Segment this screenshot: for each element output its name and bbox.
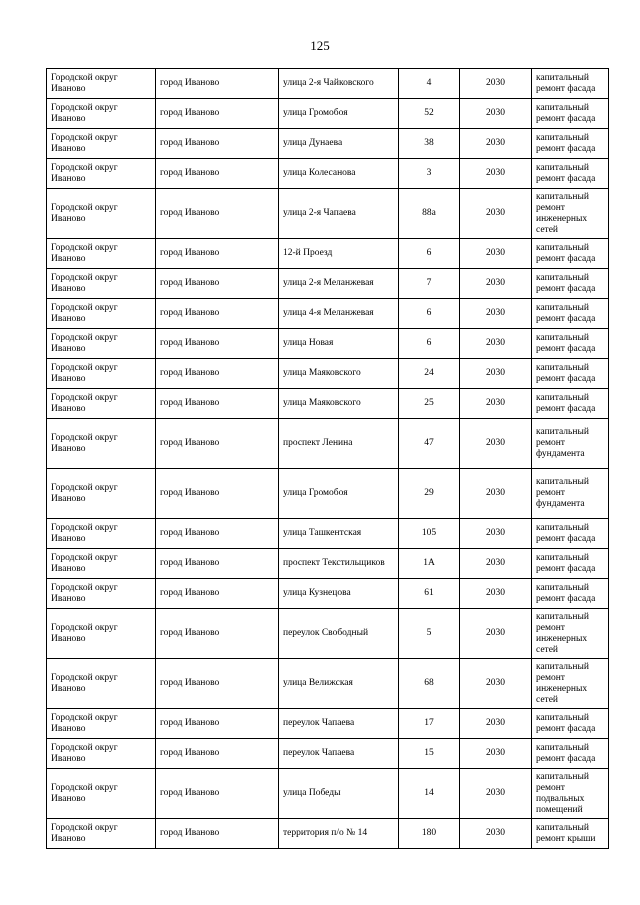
municipality-cell: Городской округ Иваново bbox=[47, 299, 156, 329]
city-cell: город Иваново bbox=[156, 189, 279, 239]
house-number-cell: 6 bbox=[399, 299, 460, 329]
municipality-cell: Городской округ Иваново bbox=[47, 579, 156, 609]
year-cell: 2030 bbox=[460, 189, 532, 239]
year-cell: 2030 bbox=[460, 659, 532, 709]
municipality-cell: Городской округ Иваново bbox=[47, 239, 156, 269]
year-cell: 2030 bbox=[460, 159, 532, 189]
street-cell: переулок Чапаева bbox=[279, 739, 399, 769]
municipality-cell: Городской округ Иваново bbox=[47, 129, 156, 159]
street-cell: переулок Свободный bbox=[279, 609, 399, 659]
city-cell: город Иваново bbox=[156, 99, 279, 129]
work-type-cell: капитальный ремонт фасада bbox=[532, 359, 609, 389]
work-type-cell: капитальный ремонт инженерных сетей bbox=[532, 659, 609, 709]
repair-schedule-table bbox=[46, 68, 609, 849]
municipality-cell: Городской округ Иваново bbox=[47, 99, 156, 129]
work-type-cell: капитальный ремонт фасада bbox=[532, 269, 609, 299]
work-type-cell: капитальный ремонт фасада bbox=[532, 299, 609, 329]
street-cell: улица Громобоя bbox=[279, 469, 399, 519]
work-type-cell: капитальный ремонт подвальных помещений bbox=[532, 769, 609, 819]
work-type-cell: капитальный ремонт фундамента bbox=[532, 419, 609, 469]
table-row bbox=[47, 269, 609, 299]
year-cell: 2030 bbox=[460, 769, 532, 819]
table-body bbox=[47, 69, 609, 849]
table-row bbox=[47, 739, 609, 769]
house-number-cell: 88а bbox=[399, 189, 460, 239]
year-cell: 2030 bbox=[460, 709, 532, 739]
table-row bbox=[47, 769, 609, 819]
page-number: 125 bbox=[310, 38, 330, 53]
year-cell: 2030 bbox=[460, 819, 532, 849]
house-number-cell: 180 bbox=[399, 819, 460, 849]
city-cell: город Иваново bbox=[156, 299, 279, 329]
work-type-cell: капитальный ремонт фундамента bbox=[532, 469, 609, 519]
street-cell: улица Новая bbox=[279, 329, 399, 359]
work-type-cell: капитальный ремонт фасада bbox=[532, 69, 609, 99]
house-number-cell: 17 bbox=[399, 709, 460, 739]
table-row bbox=[47, 469, 609, 519]
work-type-cell: капитальный ремонт фасада bbox=[532, 389, 609, 419]
street-cell: улица Велижская bbox=[279, 659, 399, 709]
table-row bbox=[47, 519, 609, 549]
work-type-cell: капитальный ремонт фасада bbox=[532, 129, 609, 159]
city-cell: город Иваново bbox=[156, 769, 279, 819]
city-cell: город Иваново bbox=[156, 129, 279, 159]
municipality-cell: Городской округ Иваново bbox=[47, 159, 156, 189]
city-cell: город Иваново bbox=[156, 739, 279, 769]
year-cell: 2030 bbox=[460, 469, 532, 519]
house-number-cell: 6 bbox=[399, 239, 460, 269]
house-number-cell: 29 bbox=[399, 469, 460, 519]
house-number-cell: 52 bbox=[399, 99, 460, 129]
house-number-cell: 1А bbox=[399, 549, 460, 579]
table-row bbox=[47, 389, 609, 419]
work-type-cell: капитальный ремонт фасада bbox=[532, 739, 609, 769]
house-number-cell: 14 bbox=[399, 769, 460, 819]
municipality-cell: Городской округ Иваново bbox=[47, 69, 156, 99]
street-cell: улица Маяковского bbox=[279, 359, 399, 389]
street-cell: улица Ташкентская bbox=[279, 519, 399, 549]
city-cell: город Иваново bbox=[156, 659, 279, 709]
table-row bbox=[47, 99, 609, 129]
table-row bbox=[47, 69, 609, 99]
table-row bbox=[47, 549, 609, 579]
work-type-cell: капитальный ремонт инженерных сетей bbox=[532, 189, 609, 239]
house-number-cell: 6 bbox=[399, 329, 460, 359]
table-row bbox=[47, 129, 609, 159]
work-type-cell: капитальный ремонт фасада bbox=[532, 579, 609, 609]
city-cell: город Иваново bbox=[156, 819, 279, 849]
city-cell: город Иваново bbox=[156, 609, 279, 659]
municipality-cell: Городской округ Иваново bbox=[47, 269, 156, 299]
table-row bbox=[47, 159, 609, 189]
street-cell: улица 2-я Меланжевая bbox=[279, 269, 399, 299]
street-cell: улица 2-я Чапаева bbox=[279, 189, 399, 239]
city-cell: город Иваново bbox=[156, 329, 279, 359]
work-type-cell: капитальный ремонт крыши bbox=[532, 819, 609, 849]
city-cell: город Иваново bbox=[156, 159, 279, 189]
work-type-cell: капитальный ремонт инженерных сетей bbox=[532, 609, 609, 659]
street-cell: улица Победы bbox=[279, 769, 399, 819]
table-row bbox=[47, 819, 609, 849]
house-number-cell: 24 bbox=[399, 359, 460, 389]
table-row bbox=[47, 579, 609, 609]
year-cell: 2030 bbox=[460, 99, 532, 129]
table-row bbox=[47, 359, 609, 389]
house-number-cell: 38 bbox=[399, 129, 460, 159]
city-cell: город Иваново bbox=[156, 359, 279, 389]
table-row bbox=[47, 189, 609, 239]
street-cell: проспект Ленина bbox=[279, 419, 399, 469]
table-row bbox=[47, 329, 609, 359]
table-row bbox=[47, 419, 609, 469]
table-row bbox=[47, 239, 609, 269]
municipality-cell: Городской округ Иваново bbox=[47, 769, 156, 819]
city-cell: город Иваново bbox=[156, 579, 279, 609]
municipality-cell: Городской округ Иваново bbox=[47, 329, 156, 359]
street-cell: улица Маяковского bbox=[279, 389, 399, 419]
year-cell: 2030 bbox=[460, 739, 532, 769]
house-number-cell: 25 bbox=[399, 389, 460, 419]
municipality-cell: Городской округ Иваново bbox=[47, 739, 156, 769]
year-cell: 2030 bbox=[460, 579, 532, 609]
street-cell: улица Колесанова bbox=[279, 159, 399, 189]
street-cell: переулок Чапаева bbox=[279, 709, 399, 739]
year-cell: 2030 bbox=[460, 359, 532, 389]
year-cell: 2030 bbox=[460, 389, 532, 419]
street-cell: 12-й Проезд bbox=[279, 239, 399, 269]
municipality-cell: Городской округ Иваново bbox=[47, 709, 156, 739]
work-type-cell: капитальный ремонт фасада bbox=[532, 329, 609, 359]
city-cell: город Иваново bbox=[156, 519, 279, 549]
municipality-cell: Городской округ Иваново bbox=[47, 419, 156, 469]
table-row bbox=[47, 709, 609, 739]
work-type-cell: капитальный ремонт фасада bbox=[532, 519, 609, 549]
city-cell: город Иваново bbox=[156, 469, 279, 519]
work-type-cell: капитальный ремонт фасада bbox=[532, 709, 609, 739]
year-cell: 2030 bbox=[460, 519, 532, 549]
year-cell: 2030 bbox=[460, 69, 532, 99]
city-cell: город Иваново bbox=[156, 709, 279, 739]
municipality-cell: Городской округ Иваново bbox=[47, 609, 156, 659]
city-cell: город Иваново bbox=[156, 549, 279, 579]
house-number-cell: 5 bbox=[399, 609, 460, 659]
table-row bbox=[47, 299, 609, 329]
municipality-cell: Городской округ Иваново bbox=[47, 389, 156, 419]
municipality-cell: Городской округ Иваново bbox=[47, 189, 156, 239]
year-cell: 2030 bbox=[460, 329, 532, 359]
street-cell: проспект Текстильщиков bbox=[279, 549, 399, 579]
work-type-cell: капитальный ремонт фасада bbox=[532, 159, 609, 189]
city-cell: город Иваново bbox=[156, 389, 279, 419]
municipality-cell: Городской округ Иваново bbox=[47, 819, 156, 849]
house-number-cell: 3 bbox=[399, 159, 460, 189]
work-type-cell: капитальный ремонт фасада bbox=[532, 99, 609, 129]
house-number-cell: 47 bbox=[399, 419, 460, 469]
table-row bbox=[47, 659, 609, 709]
city-cell: город Иваново bbox=[156, 239, 279, 269]
year-cell: 2030 bbox=[460, 609, 532, 659]
street-cell: улица Громобоя bbox=[279, 99, 399, 129]
house-number-cell: 68 bbox=[399, 659, 460, 709]
year-cell: 2030 bbox=[460, 549, 532, 579]
city-cell: город Иваново bbox=[156, 69, 279, 99]
street-cell: улица 4-я Меланжевая bbox=[279, 299, 399, 329]
work-type-cell: капитальный ремонт фасада bbox=[532, 549, 609, 579]
municipality-cell: Городской округ Иваново bbox=[47, 359, 156, 389]
city-cell: город Иваново bbox=[156, 269, 279, 299]
house-number-cell: 7 bbox=[399, 269, 460, 299]
municipality-cell: Городской округ Иваново bbox=[47, 519, 156, 549]
work-type-cell: капитальный ремонт фасада bbox=[532, 239, 609, 269]
house-number-cell: 4 bbox=[399, 69, 460, 99]
house-number-cell: 61 bbox=[399, 579, 460, 609]
year-cell: 2030 bbox=[460, 129, 532, 159]
year-cell: 2030 bbox=[460, 239, 532, 269]
municipality-cell: Городской округ Иваново bbox=[47, 549, 156, 579]
street-cell: улица 2-я Чайковского bbox=[279, 69, 399, 99]
year-cell: 2030 bbox=[460, 419, 532, 469]
municipality-cell: Городской округ Иваново bbox=[47, 469, 156, 519]
city-cell: город Иваново bbox=[156, 419, 279, 469]
street-cell: улица Дунаева bbox=[279, 129, 399, 159]
year-cell: 2030 bbox=[460, 269, 532, 299]
street-cell: улица Кузнецова bbox=[279, 579, 399, 609]
year-cell: 2030 bbox=[460, 299, 532, 329]
municipality-cell: Городской округ Иваново bbox=[47, 659, 156, 709]
street-cell: территория п/о № 14 bbox=[279, 819, 399, 849]
house-number-cell: 15 bbox=[399, 739, 460, 769]
table-row bbox=[47, 609, 609, 659]
house-number-cell: 105 bbox=[399, 519, 460, 549]
